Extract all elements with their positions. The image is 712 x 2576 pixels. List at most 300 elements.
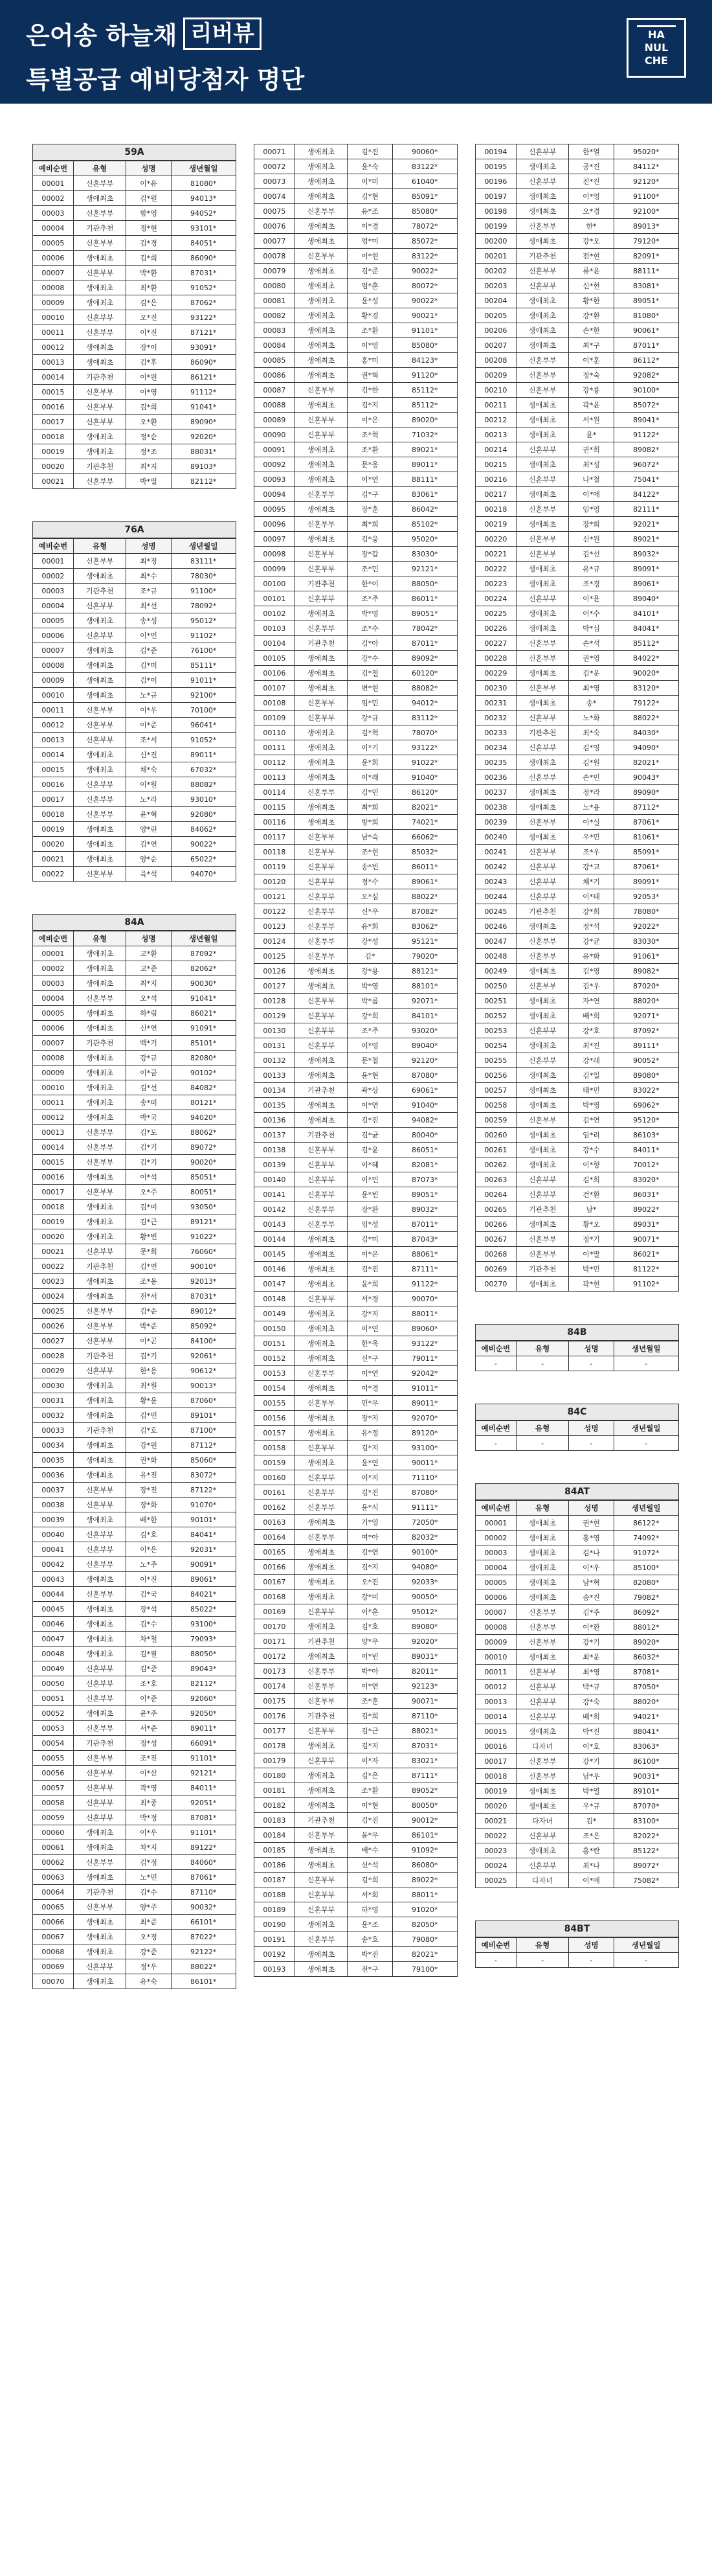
table-cell: 89013*	[614, 219, 679, 234]
table-cell: 생애최초	[295, 338, 348, 353]
table-cell: 00131	[254, 1038, 295, 1053]
table-cell: 00019	[33, 1214, 74, 1229]
table-cell: 생애최초	[73, 1602, 126, 1617]
table-cell: 생애최초	[295, 293, 348, 308]
table-cell: 00247	[476, 934, 517, 949]
table-row	[254, 1262, 458, 1277]
table-row	[33, 1244, 236, 1259]
table-cell: 생애최초	[73, 1632, 126, 1647]
table-cell: 83120*	[614, 681, 679, 696]
table-cell: 82021*	[614, 755, 679, 770]
table-header-row	[476, 1421, 679, 1436]
table-row	[33, 176, 236, 191]
table-cell: 생애최초	[73, 1274, 126, 1289]
column-header: 예비순번	[33, 161, 74, 176]
table-row	[476, 1650, 679, 1665]
table-cell: 생애최초	[516, 1083, 569, 1098]
table-cell: 00238	[476, 800, 517, 815]
table-cell: 82112*	[171, 1676, 236, 1691]
table-cell: 강*래	[569, 1053, 614, 1068]
table-cell: 92013*	[171, 1274, 236, 1289]
table-cell: 박*심	[569, 621, 614, 636]
table-cell: 이*빈	[348, 1649, 392, 1664]
table-row	[476, 1157, 679, 1172]
column-header: 유형	[516, 1341, 569, 1356]
table-cell: 90012*	[392, 1813, 458, 1828]
table-row	[476, 1858, 679, 1873]
table-cell: 87092*	[614, 1023, 679, 1038]
table-cell: 신혼부부	[73, 310, 126, 325]
table-row	[33, 1691, 236, 1706]
table-cell: 신혼부부	[295, 1038, 348, 1053]
table-cell: 생애최초	[516, 1128, 569, 1143]
table-cell: 이*민	[126, 628, 171, 643]
table-cell: 00208	[476, 353, 517, 368]
table-cell: 김*균	[348, 1128, 392, 1143]
table-cell: 생애최초	[295, 1351, 348, 1366]
table-cell: 신혼부부	[73, 1721, 126, 1736]
table-cell: 89040*	[614, 591, 679, 606]
table-row	[33, 1155, 236, 1170]
table-cell: 생애최초	[73, 1930, 126, 1944]
table-cell: 88121*	[392, 964, 458, 979]
table-cell: 00154	[254, 1381, 295, 1396]
winners-table	[254, 144, 458, 1977]
table-cell: 00055	[33, 1751, 74, 1766]
table-cell: 00258	[476, 1098, 517, 1113]
table-cell: 김*수	[126, 1885, 171, 1900]
table-cell: 88061*	[392, 1247, 458, 1262]
table-row	[254, 1426, 458, 1441]
table-row	[254, 368, 458, 383]
table-cell: 강*희	[348, 1009, 392, 1023]
table-cell: 강*규	[126, 1051, 171, 1066]
table-cell: 강*숙	[569, 1694, 614, 1709]
table-cell: 82112*	[171, 474, 236, 489]
table-cell: 89090*	[614, 785, 679, 800]
table-cell: 92053*	[614, 889, 679, 904]
table-cell: 00266	[476, 1217, 517, 1232]
table-row	[254, 219, 458, 234]
column-left	[32, 144, 236, 2022]
table-cell: 신혼부부	[295, 1694, 348, 1709]
table-cell: 96072*	[614, 457, 679, 472]
table-cell: 00184	[254, 1828, 295, 1843]
column-header: 예비순번	[33, 931, 74, 946]
table-cell: 00114	[254, 785, 295, 800]
table-cell: 최*희	[348, 800, 392, 815]
table-cell: 00036	[33, 1468, 74, 1483]
table-cell: 신*연	[126, 1021, 171, 1036]
table-cell: 00064	[33, 1885, 74, 1900]
table-cell: 이*진	[126, 325, 171, 340]
table-row	[33, 1587, 236, 1602]
table-cell: 강*환	[569, 308, 614, 323]
table-row	[254, 457, 458, 472]
table-cell: 00085	[254, 353, 295, 368]
table-cell: 김*호	[348, 1619, 392, 1634]
table-cell: 90071*	[392, 1694, 458, 1709]
table-cell: 00126	[254, 964, 295, 979]
table-row	[254, 189, 458, 204]
table-cell: 생애최초	[516, 621, 569, 636]
table-cell: 이*원	[126, 370, 171, 385]
table-row	[476, 785, 679, 800]
table-cell: 강*준	[126, 1944, 171, 1959]
table-row	[476, 1516, 679, 1531]
table-cell: 00084	[254, 338, 295, 353]
table-cell: 00095	[254, 502, 295, 517]
table-cell: 79100*	[392, 1962, 458, 1977]
table-cell: 생애최초	[73, 1393, 126, 1408]
table-cell: 신혼부부	[516, 1680, 569, 1694]
table-cell: 88082*	[171, 777, 236, 792]
table-cell: 생애최초	[73, 1229, 126, 1244]
table-cell: 91041*	[171, 400, 236, 415]
table-cell: 00062	[33, 1855, 74, 1870]
table-cell: 00189	[254, 1902, 295, 1917]
table-cell: 95020*	[392, 532, 458, 547]
table-cell: 생애최초	[295, 1545, 348, 1560]
table-cell: 이*산	[126, 1766, 171, 1781]
table-cell: 00013	[33, 1125, 74, 1140]
table-cell: 87050*	[614, 1680, 679, 1694]
table-cell: 78030*	[171, 569, 236, 584]
table-cell: 95120*	[614, 1113, 679, 1128]
table-row	[476, 234, 679, 249]
table-cell: 김*준	[348, 264, 392, 279]
table-cell: 유*진	[126, 1468, 171, 1483]
table-cell: 조*주	[348, 1023, 392, 1038]
table-cell: 신혼부부	[73, 1661, 126, 1676]
table-cell: 00203	[476, 279, 517, 293]
table-cell: 89020*	[614, 1635, 679, 1650]
table-cell: 00010	[476, 1650, 517, 1665]
table-cell: 조*민	[348, 562, 392, 576]
table-row	[476, 249, 679, 264]
table-row	[254, 547, 458, 562]
table-cell: 생애최초	[516, 323, 569, 338]
table-cell: 변*현	[348, 681, 392, 696]
table-cell: 우*민	[569, 830, 614, 845]
table-cell: 권*혁	[348, 368, 392, 383]
table-cell: 85091*	[614, 845, 679, 860]
table-cell: 생애최초	[295, 651, 348, 666]
table-cell: 61040*	[392, 174, 458, 189]
table-cell: 86032*	[614, 1650, 679, 1665]
table-cell: 신혼부부	[295, 621, 348, 636]
table-cell: 89061*	[614, 576, 679, 591]
table-cell: 89092*	[392, 651, 458, 666]
table-cell: 92080*	[171, 807, 236, 822]
table-cell: 김*도	[126, 1125, 171, 1140]
table-row	[254, 725, 458, 740]
table-cell: 87110*	[392, 1709, 458, 1724]
table-cell: 85051*	[171, 1170, 236, 1185]
table-cell: 87011*	[614, 338, 679, 353]
table-cell: 최*희	[348, 517, 392, 532]
column-header: 예비순번	[476, 1341, 517, 1356]
table-cell: 96041*	[171, 718, 236, 733]
table-cell: 생애최초	[295, 1590, 348, 1604]
table-cell: 기관추천	[516, 249, 569, 264]
table-cell: 00012	[33, 718, 74, 733]
table-row	[254, 144, 458, 159]
column-header: 생년월일	[614, 1421, 679, 1436]
table-row	[33, 295, 236, 310]
table-cell: 생애최초	[295, 398, 348, 413]
table-row	[254, 1545, 458, 1560]
table-cell: 89032*	[614, 547, 679, 562]
table-row	[33, 1170, 236, 1185]
table-cell: 79122*	[614, 696, 679, 711]
table-cell: 육*석	[126, 867, 171, 882]
table-cell: 00202	[476, 264, 517, 279]
table-cell: 생애최초	[295, 815, 348, 830]
table-cell: 박*영	[348, 606, 392, 621]
table-cell: 00015	[33, 1155, 74, 1170]
table-cell: 00017	[33, 792, 74, 807]
table-cell: 83111*	[171, 554, 236, 569]
table-cell: 생애최초	[73, 1468, 126, 1483]
table-cell: 생애최초	[516, 1009, 569, 1023]
table-cell: 노*화	[569, 711, 614, 725]
table-cell: 기관추천	[295, 1128, 348, 1143]
table-row	[254, 755, 458, 770]
table-row	[254, 874, 458, 889]
table-cell: 신혼부부	[295, 874, 348, 889]
table-row	[476, 1843, 679, 1858]
table-cell: 강*기	[569, 1635, 614, 1650]
table-cell: 00127	[254, 979, 295, 994]
table-cell: 92022*	[614, 919, 679, 934]
block-title: 84C	[475, 1404, 679, 1420]
table-cell: 84060*	[171, 1855, 236, 1870]
table-cell: 신혼부부	[73, 1363, 126, 1378]
table-cell: 생애최초	[295, 770, 348, 785]
table-cell: 00263	[476, 1172, 517, 1187]
table-cell: 신혼부부	[73, 206, 126, 221]
table-cell: 생애최초	[73, 295, 126, 310]
table-cell: 86100*	[614, 1754, 679, 1769]
table-row	[476, 755, 679, 770]
table-cell: 생애최초	[295, 353, 348, 368]
table-row	[33, 340, 236, 355]
table-cell: 00145	[254, 1247, 295, 1262]
table-cell: 00257	[476, 1083, 517, 1098]
table-cell: 84100*	[171, 1334, 236, 1349]
table-cell: 00232	[476, 711, 517, 725]
table-cell: 91061*	[614, 949, 679, 964]
table-cell: 00157	[254, 1426, 295, 1441]
table-cell: 신혼부부	[295, 204, 348, 219]
table-cell: 신혼부부	[73, 718, 126, 733]
table-cell: 생애최초	[73, 1825, 126, 1840]
table-cell: 김*미	[348, 1232, 392, 1247]
table-row	[33, 1438, 236, 1453]
table-cell: 00107	[254, 681, 295, 696]
table-cell: 임*민	[348, 696, 392, 711]
table-cell: 신혼부부	[516, 1023, 569, 1038]
table-row	[476, 1023, 679, 1038]
table-row	[476, 1187, 679, 1202]
table-cell: 남*	[569, 1202, 614, 1217]
table-row	[254, 1798, 458, 1813]
table-cell: 00243	[476, 874, 517, 889]
table-cell: 89120*	[392, 1426, 458, 1441]
table-cell: 00249	[476, 964, 517, 979]
winners-table	[475, 1420, 679, 1451]
table-row	[476, 711, 679, 725]
table-cell: 00030	[33, 1378, 74, 1393]
table-cell: 00180	[254, 1768, 295, 1783]
table-cell: 92042*	[392, 1366, 458, 1381]
table-cell: 86042*	[392, 502, 458, 517]
table-cell: 김*원	[126, 191, 171, 206]
table-cell: 00260	[476, 1128, 517, 1143]
table-cell: 신혼부부	[295, 1157, 348, 1172]
table-cell: 00158	[254, 1441, 295, 1455]
table-cell: 강*수	[348, 651, 392, 666]
table-cell: 83021*	[392, 1753, 458, 1768]
column-header: 유형	[516, 1421, 569, 1436]
column-header: 유형	[516, 1501, 569, 1516]
table-cell: 83063*	[614, 1739, 679, 1754]
table-cell: 신혼부부	[295, 696, 348, 711]
table-cell: 조*용	[126, 1274, 171, 1289]
table-row	[254, 1009, 458, 1023]
table-row	[476, 1277, 679, 1292]
table-cell: 00226	[476, 621, 517, 636]
table-row	[254, 949, 458, 964]
table-cell: 88041*	[614, 1724, 679, 1739]
table-cell: 생애최초	[516, 1217, 569, 1232]
table-cell: 신혼부부	[73, 1959, 126, 1974]
table-cell: 00016	[476, 1739, 517, 1754]
winners-table	[475, 144, 679, 1292]
table-cell: 00021	[33, 1244, 74, 1259]
table-cell: 서*회	[348, 1887, 392, 1902]
table-row	[33, 1721, 236, 1736]
table-row	[254, 1649, 458, 1664]
table-cell: 87122*	[171, 1483, 236, 1498]
table-cell: 서*원	[569, 413, 614, 427]
table-row	[476, 1262, 679, 1277]
table-row	[476, 904, 679, 919]
table-cell: 00106	[254, 666, 295, 681]
table-cell: 78092*	[171, 598, 236, 613]
table-cell: 82081*	[392, 1157, 458, 1172]
table-cell: 김*영	[569, 964, 614, 979]
table-cell: 92051*	[171, 1795, 236, 1810]
table-cell: 87031*	[392, 1738, 458, 1753]
table-cell: 00022	[33, 1259, 74, 1274]
table-row	[33, 1080, 236, 1095]
table-cell: 신혼부부	[73, 266, 126, 280]
table-cell: 88020*	[614, 1694, 679, 1709]
table-row	[254, 860, 458, 874]
table-cell: 생애최초	[73, 852, 126, 867]
table-cell: 이*미	[348, 174, 392, 189]
table-cell: 00255	[476, 1053, 517, 1068]
column-header: 성명	[569, 1501, 614, 1516]
table-cell: 최*숙	[569, 725, 614, 740]
table-cell: 김*지	[348, 1560, 392, 1575]
table-row	[254, 1694, 458, 1709]
table-cell: 김*은	[348, 1768, 392, 1783]
table-cell: 83022*	[614, 1083, 679, 1098]
table-cell: 82050*	[392, 1917, 458, 1932]
table-cell: 00087	[254, 383, 295, 398]
table-cell: 85032*	[392, 845, 458, 860]
table-row	[254, 1202, 458, 1217]
table-row	[476, 1680, 679, 1694]
table-row	[33, 415, 236, 429]
table-cell: 85080*	[392, 338, 458, 353]
table-row	[33, 613, 236, 628]
column-header: 유형	[73, 931, 126, 946]
table-cell: 87081*	[171, 1810, 236, 1825]
block-title: 84BT	[475, 1921, 679, 1937]
table-cell: 생애최초	[73, 1647, 126, 1661]
table-cell: 88022*	[392, 889, 458, 904]
table-cell: 00167	[254, 1575, 295, 1590]
table-cell: 정*기	[569, 1232, 614, 1247]
table-row	[254, 1590, 458, 1604]
table-cell: 00108	[254, 696, 295, 711]
table-cell: 김*선	[569, 547, 614, 562]
table-cell: 00250	[476, 979, 517, 994]
table-cell: 87080*	[392, 1068, 458, 1083]
table-cell: 차*철	[126, 1632, 171, 1647]
table-row	[33, 1944, 236, 1959]
table-cell: 00228	[476, 651, 517, 666]
table-cell: 한*열	[569, 144, 614, 159]
table-row	[476, 949, 679, 964]
table-row	[476, 934, 679, 949]
table-cell: 생애최초	[73, 1944, 126, 1959]
table-cell: 84122*	[614, 487, 679, 502]
table-cell: 90020*	[171, 1155, 236, 1170]
table-cell: 신혼부부	[295, 1664, 348, 1679]
table-row	[33, 1393, 236, 1408]
table-cell: 00012	[476, 1680, 517, 1694]
table-row	[254, 1634, 458, 1649]
table-cell: 00230	[476, 681, 517, 696]
table-cell: 박*진	[348, 1947, 392, 1962]
table-cell: 89080*	[614, 1068, 679, 1083]
table-cell: 이*민	[348, 1172, 392, 1187]
table-cell: 89101*	[171, 1408, 236, 1423]
table-cell: 00001	[33, 176, 74, 191]
table-cell: 00152	[254, 1351, 295, 1366]
table-cell: 생애최초	[295, 174, 348, 189]
table-cell: 87020*	[614, 979, 679, 994]
table-row	[476, 725, 679, 740]
table-cell: 생애최초	[295, 1858, 348, 1873]
table-cell: 이*애	[569, 487, 614, 502]
table-cell: 87100*	[171, 1423, 236, 1438]
block-title: 76A	[32, 521, 236, 538]
table-cell: 66101*	[171, 1915, 236, 1930]
table-row	[254, 1679, 458, 1694]
table-cell: 신혼부부	[516, 472, 569, 487]
table-cell: 00204	[476, 293, 517, 308]
table-cell: 00002	[33, 191, 74, 206]
table-cell: 신혼부부	[516, 845, 569, 860]
table-row	[254, 323, 458, 338]
table-cell: 92020*	[171, 429, 236, 444]
